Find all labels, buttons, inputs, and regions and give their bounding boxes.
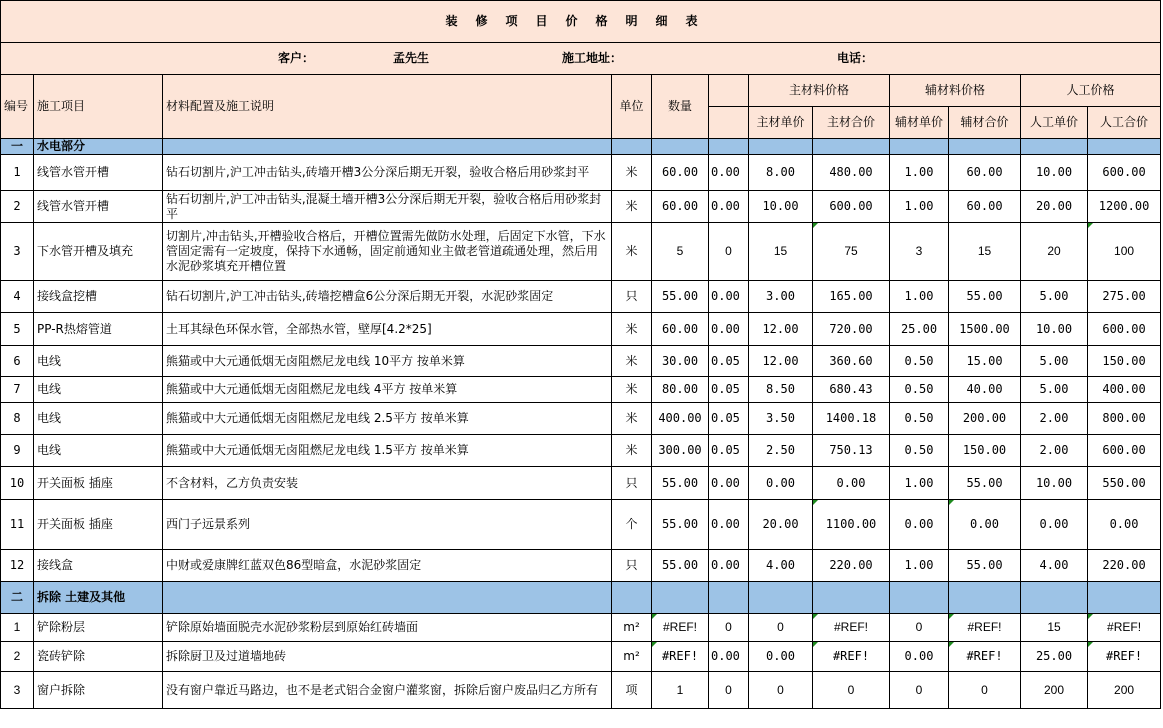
table-row[interactable]: [1, 435, 1161, 467]
cell-x[interactable]: 0.05: [709, 435, 749, 467]
table-row[interactable]: [1, 313, 1161, 346]
cell-main-unit[interactable]: 2.50: [749, 435, 813, 467]
cell-desc[interactable]: 土耳其绿色环保水管，全部热水管，壁厚[4.2*25]: [163, 313, 612, 346]
cell-no[interactable]: 4: [1, 281, 34, 313]
cell-x[interactable]: 0.00: [709, 467, 749, 500]
section-cell[interactable]: [1088, 582, 1161, 614]
cell-main-total[interactable]: 1100.00: [813, 500, 890, 550]
section-cell[interactable]: [813, 139, 890, 155]
section-no[interactable]: 二: [1, 582, 34, 614]
table-row[interactable]: [1, 281, 1161, 313]
cell-labor-unit[interactable]: 15: [1021, 614, 1088, 642]
cell-main-unit[interactable]: 0: [749, 614, 813, 642]
cell-main-total[interactable]: 165.00: [813, 281, 890, 313]
cell-no[interactable]: 3: [1, 672, 34, 709]
cell-aux-total[interactable]: 60.00: [949, 155, 1021, 191]
cell-no[interactable]: 6: [1, 346, 34, 377]
cell-qty[interactable]: 60.00: [652, 191, 709, 223]
cell-main-unit[interactable]: 10.00: [749, 191, 813, 223]
cell-no[interactable]: 7: [1, 377, 34, 403]
cell-qty[interactable]: 400.00: [652, 403, 709, 435]
cell-labor-total[interactable]: 200: [1088, 672, 1161, 709]
cell-unit[interactable]: m²: [612, 614, 652, 642]
table-row[interactable]: [1, 550, 1161, 582]
cell-item[interactable]: 电线: [34, 346, 163, 377]
table-row[interactable]: [1, 155, 1161, 191]
section-cell[interactable]: [1088, 139, 1161, 155]
col-header-no[interactable]: 编号: [1, 75, 34, 139]
cell-labor-unit[interactable]: 5.00: [1021, 281, 1088, 313]
cell-item[interactable]: 下水管开槽及填充: [34, 223, 163, 281]
cell-desc[interactable]: 熊猫或中大元通低烟无卤阻燃尼龙电线 2.5平方 按单米算: [163, 403, 612, 435]
cell-qty[interactable]: 30.00: [652, 346, 709, 377]
cell-unit[interactable]: 只: [612, 550, 652, 582]
cell-desc[interactable]: 切割片,冲击钻头,开槽验收合格后，开槽位置需先做防水处理，后固定下水管，下水管固定需有一定坡度，保持下水通畅，固定前通知业主做老管道疏通处理，然后用水泥砂浆填充开槽位置: [163, 223, 612, 281]
cell-desc[interactable]: 钻石切割片,沪工冲击钻头,砖墙挖槽盒6公分深后期无开裂，水泥砂浆固定: [163, 281, 612, 313]
section-cell[interactable]: [612, 139, 652, 155]
cell-labor-total[interactable]: 220.00: [1088, 550, 1161, 582]
cell-aux-unit[interactable]: 0: [890, 614, 949, 642]
cell-aux-total[interactable]: 1500.00: [949, 313, 1021, 346]
section-cell[interactable]: [749, 582, 813, 614]
section-name[interactable]: 水电部分: [34, 139, 163, 155]
cell-labor-unit[interactable]: 4.00: [1021, 550, 1088, 582]
cell-aux-unit[interactable]: 0.50: [890, 403, 949, 435]
cell-main-total[interactable]: 600.00: [813, 191, 890, 223]
cell-no[interactable]: 5: [1, 313, 34, 346]
cell-aux-unit[interactable]: 3: [890, 223, 949, 281]
cell-main-unit[interactable]: 0: [749, 672, 813, 709]
cell-aux-unit[interactable]: 1.00: [890, 281, 949, 313]
col-header-labor-unit[interactable]: 人工单价: [1021, 107, 1088, 139]
cell-aux-total[interactable]: 15.00: [949, 346, 1021, 377]
cell-no[interactable]: 2: [1, 642, 34, 672]
cell-aux-unit[interactable]: 0.50: [890, 377, 949, 403]
cell-desc[interactable]: 熊猫或中大元通低烟无卤阻燃尼龙电线 1.5平方 按单米算: [163, 435, 612, 467]
cell-main-unit[interactable]: 0.00: [749, 642, 813, 672]
cell-aux-unit[interactable]: 0.00: [890, 642, 949, 672]
section-name[interactable]: 拆除 土建及其他: [34, 582, 163, 614]
cell-labor-total[interactable]: 600.00: [1088, 313, 1161, 346]
cell-x[interactable]: 0.05: [709, 403, 749, 435]
customer-value: 孟先生: [393, 51, 430, 65]
col-header-labor-total[interactable]: 人工合价: [1088, 107, 1161, 139]
col-header-main-group[interactable]: 主材料价格: [749, 75, 890, 107]
section-cell[interactable]: [612, 582, 652, 614]
cell-item[interactable]: PP-R热熔管道: [34, 313, 163, 346]
cell-labor-total[interactable]: 550.00: [1088, 467, 1161, 500]
cell-labor-total[interactable]: #REF!: [1088, 614, 1161, 642]
cell-qty[interactable]: 55.00: [652, 500, 709, 550]
cell-desc[interactable]: 钻石切割片,沪工冲击钻头,混凝土墙开槽3公分深后期无开裂，验收合格后用砂浆封平: [163, 191, 612, 223]
cell-desc[interactable]: 熊猫或中大元通低烟无卤阻燃尼龙电线 4平方 按单米算: [163, 377, 612, 403]
cell-item[interactable]: 电线: [34, 377, 163, 403]
cell-aux-unit[interactable]: 25.00: [890, 313, 949, 346]
cell-unit[interactable]: 只: [612, 281, 652, 313]
cell-x[interactable]: 0.00: [709, 155, 749, 191]
cell-main-unit[interactable]: 15: [749, 223, 813, 281]
cell-main-unit[interactable]: 20.00: [749, 500, 813, 550]
cell-x[interactable]: 0.05: [709, 377, 749, 403]
cell-labor-unit[interactable]: 0.00: [1021, 500, 1088, 550]
col-header-aux-unit[interactable]: 辅材单价: [890, 107, 949, 139]
section-cell[interactable]: [709, 139, 749, 155]
section-cell[interactable]: [949, 582, 1021, 614]
cell-x[interactable]: 0.05: [709, 346, 749, 377]
cell-item[interactable]: 瓷砖铲除: [34, 642, 163, 672]
cell-x[interactable]: 0.00: [709, 281, 749, 313]
cell-no[interactable]: 12: [1, 550, 34, 582]
cell-aux-total[interactable]: 200.00: [949, 403, 1021, 435]
table-row[interactable]: [1, 672, 1161, 709]
cell-unit[interactable]: 米: [612, 223, 652, 281]
address-label: 施工地址：: [562, 51, 623, 65]
cell-qty[interactable]: 60.00: [652, 155, 709, 191]
cell-item[interactable]: 铲除粉层: [34, 614, 163, 642]
cell-main-total[interactable]: 360.60: [813, 346, 890, 377]
cell-aux-total[interactable]: 55.00: [949, 281, 1021, 313]
cell-labor-unit[interactable]: 5.00: [1021, 377, 1088, 403]
cell-main-total[interactable]: 720.00: [813, 313, 890, 346]
col-header-unit[interactable]: 单位: [612, 75, 652, 139]
cell-item[interactable]: 开关面板 插座: [34, 500, 163, 550]
cell-aux-total[interactable]: 150.00: [949, 435, 1021, 467]
section-cell[interactable]: [709, 582, 749, 614]
cell-aux-total[interactable]: 55.00: [949, 550, 1021, 582]
section-cell[interactable]: [1021, 139, 1088, 155]
col-header-main-total[interactable]: 主材合价: [813, 107, 890, 139]
cell-labor-unit[interactable]: 200: [1021, 672, 1088, 709]
cell-labor-total[interactable]: 100: [1088, 223, 1161, 281]
cell-aux-total[interactable]: 15: [949, 223, 1021, 281]
cell-unit[interactable]: 米: [612, 403, 652, 435]
section-cell[interactable]: [163, 582, 612, 614]
cell-no[interactable]: 8: [1, 403, 34, 435]
cell-item[interactable]: 窗户拆除: [34, 672, 163, 709]
cell-qty[interactable]: 5: [652, 223, 709, 281]
cell-aux-unit[interactable]: 1.00: [890, 155, 949, 191]
cell-labor-unit[interactable]: 5.00: [1021, 346, 1088, 377]
cell-main-unit[interactable]: 3.00: [749, 281, 813, 313]
cell-labor-unit[interactable]: 10.00: [1021, 155, 1088, 191]
cell-labor-total[interactable]: 600.00: [1088, 435, 1161, 467]
cell-labor-total[interactable]: 0.00: [1088, 500, 1161, 550]
cell-qty[interactable]: 60.00: [652, 313, 709, 346]
cell-aux-total[interactable]: 0: [949, 672, 1021, 709]
cell-x[interactable]: 0: [709, 223, 749, 281]
cell-main-total[interactable]: #REF!: [813, 642, 890, 672]
cell-desc[interactable]: 铲除原始墙面脱壳水泥砂浆粉层到原始红砖墙面: [163, 614, 612, 642]
table-row[interactable]: [1, 223, 1161, 281]
section-cell[interactable]: [949, 139, 1021, 155]
cell-labor-unit[interactable]: 20: [1021, 223, 1088, 281]
col-header-main-unit[interactable]: 主材单价: [749, 107, 813, 139]
cell-main-unit[interactable]: 12.00: [749, 346, 813, 377]
cell-main-total[interactable]: 75: [813, 223, 890, 281]
section-cell[interactable]: [1021, 582, 1088, 614]
col-header-labor-group[interactable]: 人工价格: [1021, 75, 1161, 107]
section-row[interactable]: [1, 582, 1161, 614]
cell-x[interactable]: 0.00: [709, 191, 749, 223]
cell-labor-unit[interactable]: 2.00: [1021, 403, 1088, 435]
cell-aux-total[interactable]: 0.00: [949, 500, 1021, 550]
cell-main-unit[interactable]: 4.00: [749, 550, 813, 582]
cell-main-total[interactable]: 0: [813, 672, 890, 709]
table-row[interactable]: [1, 346, 1161, 377]
table-row[interactable]: [1, 642, 1161, 672]
cell-qty[interactable]: #REF!: [652, 614, 709, 642]
cell-desc[interactable]: 拆除厨卫及过道墙地砖: [163, 642, 612, 672]
cell-labor-unit[interactable]: 10.00: [1021, 467, 1088, 500]
cell-main-unit[interactable]: 12.00: [749, 313, 813, 346]
cell-qty[interactable]: #REF!: [652, 642, 709, 672]
section-cell[interactable]: [652, 582, 709, 614]
cell-unit[interactable]: 项: [612, 672, 652, 709]
cell-item[interactable]: 电线: [34, 435, 163, 467]
cell-desc[interactable]: 没有窗户靠近马路边，也不是老式铝合金窗户灌浆窗，拆除后窗户废品归乙方所有: [163, 672, 612, 709]
cell-labor-total[interactable]: 800.00: [1088, 403, 1161, 435]
cell-main-total[interactable]: 480.00: [813, 155, 890, 191]
cell-no[interactable]: 11: [1, 500, 34, 550]
cell-unit[interactable]: m²: [612, 642, 652, 672]
cell-x[interactable]: 0.00: [709, 550, 749, 582]
table-row[interactable]: [1, 500, 1161, 550]
col-header-blank[interactable]: [709, 107, 749, 139]
cell-aux-total[interactable]: 55.00: [949, 467, 1021, 500]
cell-no[interactable]: 9: [1, 435, 34, 467]
section-cell[interactable]: [890, 582, 949, 614]
cell-aux-unit[interactable]: 1.00: [890, 467, 949, 500]
cell-main-total[interactable]: 1400.18: [813, 403, 890, 435]
section-cell[interactable]: [749, 139, 813, 155]
sheet-title[interactable]: 装修项目价格明细表: [1, 1, 1161, 43]
cell-labor-unit[interactable]: 25.00: [1021, 642, 1088, 672]
cell-unit[interactable]: 米: [612, 191, 652, 223]
cell-x[interactable]: 0: [709, 614, 749, 642]
cell-aux-total[interactable]: #REF!: [949, 642, 1021, 672]
cell-aux-total[interactable]: 60.00: [949, 191, 1021, 223]
cell-no[interactable]: 2: [1, 191, 34, 223]
cell-desc[interactable]: 中财或爱康牌红蓝双色86型暗盒，水泥砂浆固定: [163, 550, 612, 582]
cell-labor-total[interactable]: 1200.00: [1088, 191, 1161, 223]
cell-main-total[interactable]: 220.00: [813, 550, 890, 582]
cell-unit[interactable]: 米: [612, 346, 652, 377]
cell-labor-total[interactable]: 600.00: [1088, 155, 1161, 191]
col-header-desc[interactable]: 材料配置及施工说明: [163, 75, 612, 139]
cell-unit[interactable]: 米: [612, 435, 652, 467]
cell-aux-unit[interactable]: 0.00: [890, 500, 949, 550]
cell-labor-unit[interactable]: 20.00: [1021, 191, 1088, 223]
cell-item[interactable]: 接线盒: [34, 550, 163, 582]
cell-qty[interactable]: 300.00: [652, 435, 709, 467]
cell-unit[interactable]: 只: [612, 467, 652, 500]
cell-labor-total[interactable]: 150.00: [1088, 346, 1161, 377]
table-row[interactable]: [1, 614, 1161, 642]
cell-main-unit[interactable]: 8.50: [749, 377, 813, 403]
cell-main-total[interactable]: #REF!: [813, 614, 890, 642]
cell-labor-total[interactable]: #REF!: [1088, 642, 1161, 672]
table-row[interactable]: [1, 403, 1161, 435]
customer-info-row[interactable]: [1, 43, 1161, 75]
cell-item[interactable]: 开关面板 插座: [34, 467, 163, 500]
table-row[interactable]: [1, 377, 1161, 403]
cell-qty[interactable]: 1: [652, 672, 709, 709]
col-header-item[interactable]: 施工项目: [34, 75, 163, 139]
cell-main-unit[interactable]: 0.00: [749, 467, 813, 500]
cell-item[interactable]: 电线: [34, 403, 163, 435]
cell-qty[interactable]: 55.00: [652, 467, 709, 500]
customer-label: 客户：: [278, 51, 315, 65]
col-header-qty[interactable]: 数量: [652, 75, 709, 139]
cell-labor-unit[interactable]: 10.00: [1021, 313, 1088, 346]
cell-x[interactable]: 0: [709, 672, 749, 709]
section-cell[interactable]: [890, 139, 949, 155]
col-header-aux-group[interactable]: 辅材料价格: [890, 75, 1021, 107]
cell-desc[interactable]: 钻石切割片,沪工冲击钻头,砖墙开槽3公分深后期无开裂，验收合格后用砂浆封平: [163, 155, 612, 191]
col-header-aux-total[interactable]: 辅材合价: [949, 107, 1021, 139]
cell-aux-total[interactable]: #REF!: [949, 614, 1021, 642]
cell-x[interactable]: 0.00: [709, 313, 749, 346]
cell-main-unit[interactable]: 3.50: [749, 403, 813, 435]
cell-unit[interactable]: 米: [612, 313, 652, 346]
cell-desc[interactable]: 西门子远景系列: [163, 500, 612, 550]
cell-item[interactable]: 线管水管开槽: [34, 191, 163, 223]
cell-labor-unit[interactable]: 2.00: [1021, 435, 1088, 467]
cell-unit[interactable]: 米: [612, 377, 652, 403]
cell-item[interactable]: 接线盒挖槽: [34, 281, 163, 313]
cell-qty[interactable]: 55.00: [652, 550, 709, 582]
cell-aux-unit[interactable]: 0.50: [890, 346, 949, 377]
table-row[interactable]: [1, 191, 1161, 223]
table-row[interactable]: [1, 467, 1161, 500]
cell-labor-total[interactable]: 275.00: [1088, 281, 1161, 313]
cell-x[interactable]: 0.00: [709, 500, 749, 550]
cell-aux-unit[interactable]: 1.00: [890, 191, 949, 223]
cell-no[interactable]: 1: [1, 155, 34, 191]
cell-qty[interactable]: 55.00: [652, 281, 709, 313]
cell-no[interactable]: 3: [1, 223, 34, 281]
phone-label: 电话：: [837, 51, 874, 65]
cell-item[interactable]: 线管水管开槽: [34, 155, 163, 191]
cell-main-total[interactable]: 750.13: [813, 435, 890, 467]
cell-main-total[interactable]: 680.43: [813, 377, 890, 403]
cell-x[interactable]: 0.00: [709, 642, 749, 672]
section-row[interactable]: [1, 139, 1161, 155]
cell-qty[interactable]: 80.00: [652, 377, 709, 403]
cell-desc[interactable]: 不含材料，乙方负责安装: [163, 467, 612, 500]
col-header-blank-top[interactable]: [709, 75, 749, 107]
section-cell[interactable]: [652, 139, 709, 155]
cell-aux-unit[interactable]: 1.00: [890, 550, 949, 582]
cell-aux-unit[interactable]: 0: [890, 672, 949, 709]
cell-main-total[interactable]: 0.00: [813, 467, 890, 500]
cell-unit[interactable]: 个: [612, 500, 652, 550]
cell-desc[interactable]: 熊猫或中大元通低烟无卤阻燃尼龙电线 10平方 按单米算: [163, 346, 612, 377]
section-cell[interactable]: [813, 582, 890, 614]
cell-no[interactable]: 1: [1, 614, 34, 642]
cell-labor-total[interactable]: 400.00: [1088, 377, 1161, 403]
cell-aux-unit[interactable]: 0.50: [890, 435, 949, 467]
cell-unit[interactable]: 米: [612, 155, 652, 191]
cell-no[interactable]: 10: [1, 467, 34, 500]
section-cell[interactable]: [163, 139, 612, 155]
cell-aux-total[interactable]: 40.00: [949, 377, 1021, 403]
section-no[interactable]: 一: [1, 139, 34, 155]
cell-main-unit[interactable]: 8.00: [749, 155, 813, 191]
